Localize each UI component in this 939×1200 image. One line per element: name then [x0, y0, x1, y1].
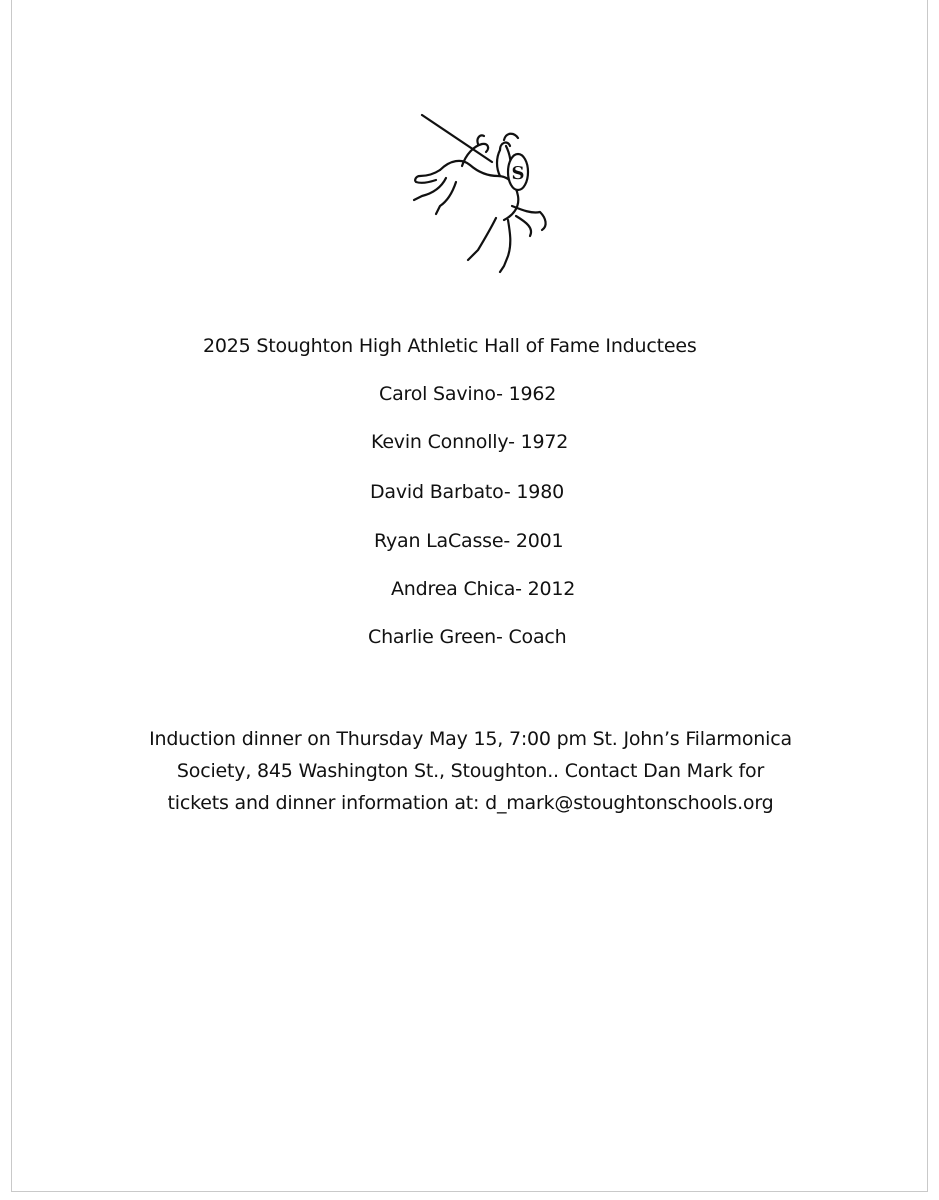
info-line: Society, 845 Washington St., Stoughton.. Contact Dan Mark for — [176, 760, 765, 782]
dinner-info — [112, 723, 829, 819]
info-line: tickets and dinner information at: d_mark@stoughtonschools.org — [167, 792, 774, 814]
inductee-item: Ryan LaCasse- 2001 — [374, 530, 564, 552]
info-line: Induction dinner on Thursday May 15, 7:00 pm St. John’s Filarmonica — [149, 728, 792, 750]
inductee-item: David Barbato- 1980 — [370, 481, 564, 503]
document-page — [11, 0, 928, 1192]
inductee-item: Kevin Connolly- 1972 — [371, 431, 569, 453]
inductee-item: Andrea Chica- 2012 — [391, 578, 576, 600]
shield-letter: S — [511, 163, 525, 184]
knight-on-horse-icon — [400, 110, 560, 275]
inductee-item: Carol Savino- 1962 — [379, 383, 557, 405]
inductee-item: Charlie Green- Coach — [368, 626, 567, 648]
page-title: 2025 Stoughton High Athletic Hall of Fame Inductees — [203, 335, 697, 357]
